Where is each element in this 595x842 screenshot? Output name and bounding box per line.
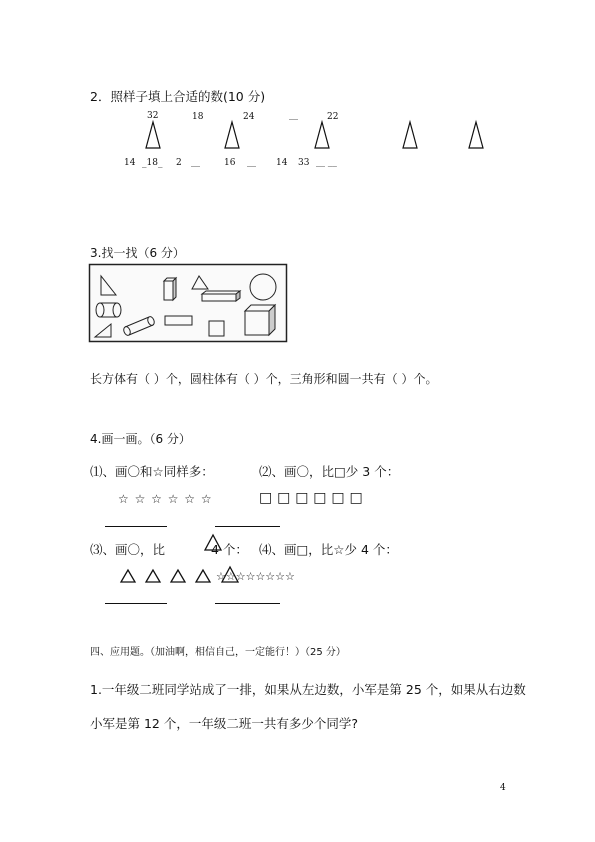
q2-top-number: 32 [147, 111, 159, 121]
problem1-line1: 1.一年级二班同学站成了一排，如果从左边数，小军是第 25 个，如果从右边数 [90, 682, 526, 697]
section4-title: 四、应用题。（加油啊，相信自己，一定能行！）（25 分） [90, 647, 346, 658]
q4-part3-prompt-end: 4 个： [211, 542, 248, 557]
answer-line-3[interactable] [105, 603, 167, 604]
q4-part1-prompt: ⑴、画〇和☆同样多： [90, 464, 214, 479]
q2-top-number: 22 [327, 112, 339, 122]
q2-top-blank: __ [289, 110, 298, 120]
q4-stars-row: ☆ ☆ ☆ ☆ ☆ ☆ [118, 492, 213, 506]
q2-bottom-number: 2 [176, 158, 182, 168]
q4-part3-prompt-start: ⑶、画〇，比 [90, 542, 166, 557]
triangle-icon [205, 535, 221, 550]
q3-title: 3.找一找（6 分） [90, 246, 185, 260]
q4-part4-prompt: ⑷、画□，比☆少 4 个： [259, 542, 398, 557]
q2-bottom-blank: __ [247, 157, 256, 167]
page-number: 4 [500, 783, 506, 793]
q4-title: 4.画一画。（6 分） [90, 432, 191, 446]
q3-question: 长方体有（ ）个，圆柱体有（ ）个，三角形和圆一共有（ ）个。 [90, 372, 438, 386]
triangle-icon [196, 570, 210, 582]
q4-stars8-row: ☆☆☆☆☆☆☆☆ [216, 570, 295, 583]
q2-bottom-blank: __ [191, 157, 200, 167]
answer-line-4[interactable] [215, 603, 280, 604]
triangle-icon [146, 570, 160, 582]
triangle-icon [121, 570, 135, 582]
q2-bottom-number: 14 [276, 158, 288, 168]
q2-bottom-number: _18_ [142, 158, 163, 168]
q2-bottom-blank: __ __ [316, 157, 337, 167]
q4-part2-prompt: ⑵、画〇，比□少 3 个： [259, 464, 400, 479]
q2-top-number: 18 [192, 112, 204, 122]
q2-bottom-number: 16 [224, 158, 236, 168]
q2-bottom-number: 33 [298, 158, 310, 168]
q2-title: 2．照样子填上合适的数(10 分) [90, 89, 266, 104]
q2-top-number: 24 [243, 112, 255, 122]
triangle-icon [171, 570, 185, 582]
problem1-line2: 小军是第 12 个，一年级二班一共有多少个同学? [90, 716, 358, 731]
q4-squares-row: □ □ □ □ □ □ [259, 490, 363, 506]
q2-bottom-number: 14 [124, 158, 136, 168]
